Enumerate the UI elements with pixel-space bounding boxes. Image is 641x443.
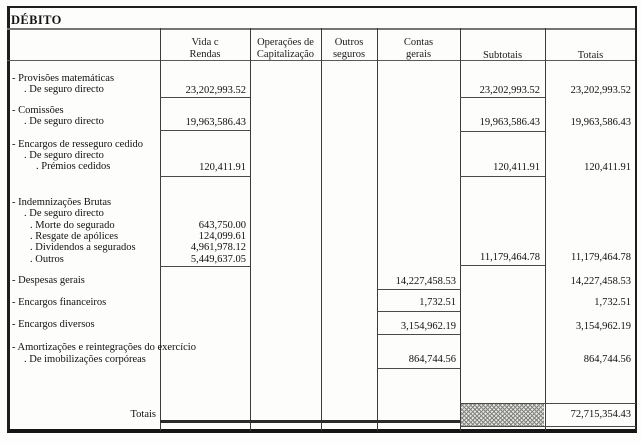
row-sublabel-comissoes: . De seguro directo: [24, 116, 104, 127]
cell-underline: [160, 266, 250, 267]
cell-underline: [460, 97, 545, 98]
row-sublabel-amortizacoes: . De imobilizações corpóreas: [24, 354, 146, 365]
cell-grand-total: 72,715,354.43: [570, 409, 631, 420]
column-divider-outros: [377, 28, 378, 431]
cell-comissoes-subtotal: 19,963,586.43: [479, 117, 540, 128]
cell-indemnizacoes-subtotal: 11,179,464.78: [480, 252, 540, 263]
cell-provisoes-total: 23,202,993.52: [570, 85, 631, 96]
cell-indemnizacoes-total: 11,179,464.78: [571, 252, 631, 263]
row-sublabel-resseguro-1: . De seguro directo: [24, 150, 104, 161]
row-label-resseguro: - Encargos de resseguro cedido: [12, 139, 144, 150]
cell-comissoes-vida: 19,963,586.43: [185, 117, 246, 128]
page-title: DÉBITO: [11, 13, 62, 27]
cell-underline: [460, 176, 545, 177]
subtotais-hatched-cell: [461, 404, 544, 426]
cell-resseguro-subtotal: 120,411.91: [493, 162, 540, 173]
cell-morte-vida: 643,750.00: [198, 220, 246, 231]
cell-encargos-financeiros-contas: 1,732.51: [419, 297, 456, 308]
cell-amortizacoes-total: 864,744.56: [583, 354, 631, 365]
cell-underline: [460, 265, 545, 266]
grand-total-label: Totais: [130, 409, 156, 420]
row-item-morte: . Morte do segurado: [30, 220, 115, 231]
column-divider-operacoes: [321, 28, 322, 431]
cell-resseguro-total: 120,411.91: [584, 162, 631, 173]
cell-resgate-vida: 124,099.61: [198, 231, 246, 242]
row-label-encargos-financeiros: - Encargos financeiros: [12, 297, 107, 308]
column-header-operacoes: Operações de Capitalização: [256, 37, 315, 60]
row-label-despesas: - Despesas gerais: [12, 275, 85, 286]
cell-resseguro-vida: 120,411.91: [199, 162, 246, 173]
row-item-dividendos: . Dividendos a segurados: [30, 242, 136, 253]
cell-underline: [160, 97, 250, 98]
cell-despesas-total: 14,227,458.53: [570, 276, 631, 287]
row-label-indemnizacoes: - Indemnizações Brutas: [12, 197, 112, 208]
cell-underline: [377, 289, 460, 290]
row-item-outros: . Outros: [30, 254, 64, 265]
row-sublabel-indemnizacoes: . De seguro directo: [24, 208, 104, 219]
cell-provisoes-vida: 23,202,993.52: [185, 85, 246, 96]
column-divider-vida: [250, 28, 251, 431]
totals-heavy-rule: [160, 420, 460, 423]
cell-despesas-contas: 14,227,458.53: [395, 276, 456, 287]
cell-underline: [160, 130, 250, 131]
cell-outros-vida: 5,449,637.05: [190, 254, 246, 265]
cell-dividendos-vida: 4,961,978.12: [190, 242, 246, 253]
cell-provisoes-subtotal: 23,202,993.52: [479, 85, 540, 96]
column-header-totais: Totais: [577, 50, 604, 61]
cell-encargos-financeiros-total: 1,732.51: [594, 297, 631, 308]
cell-underline: [460, 131, 545, 132]
cell-comissoes-total: 19,963,586.43: [570, 117, 631, 128]
column-header-subtotais: Subtotais: [482, 50, 523, 61]
row-label-amortizacoes: - Amortizações e reintegrações do exercício: [12, 342, 196, 353]
row-sublabel-resseguro-2: . Prémios cedidos: [36, 161, 111, 172]
cell-underline: [377, 334, 460, 335]
row-item-resgate: . Resgate de apólices: [30, 231, 119, 242]
cell-underline: [160, 176, 250, 177]
column-header-outros: Outros seguros: [332, 37, 366, 60]
cell-underline: [377, 311, 460, 312]
cell-underline: [377, 368, 460, 369]
row-sublabel-provisoes: . De seguro directo: [24, 84, 104, 95]
row-label-provisoes: - Provisões matemáticas: [12, 73, 115, 84]
column-header-vida: Vida c Rendas: [189, 37, 221, 60]
cell-amortizacoes-contas: 864,744.56: [408, 354, 456, 365]
cell-encargos-diversos-contas: 3,154,962.19: [400, 321, 456, 332]
row-label-encargos-diversos: - Encargos diversos: [12, 319, 95, 330]
row-label-comissoes: - Comissões: [12, 105, 64, 116]
totals-bottom-rule: [460, 426, 636, 427]
column-header-contas: Contas gerais: [403, 37, 434, 60]
cell-encargos-diversos-total: 3,154,962.19: [575, 321, 631, 332]
